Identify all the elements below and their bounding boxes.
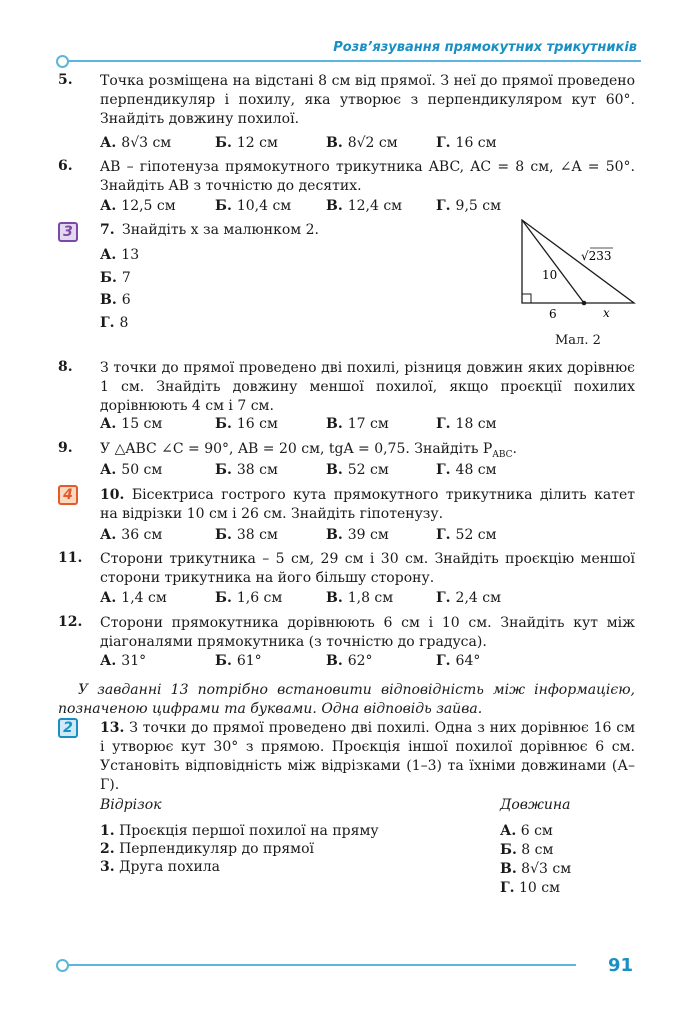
problem-10-options bbox=[100, 527, 497, 543]
segment-item: 1. Проєкція першої похилої на пряму bbox=[100, 823, 379, 839]
problem-7-options bbox=[100, 244, 139, 334]
problem-5-text: Точка розміщена на відстані 8 см від прямої. З неї до прямої проведено перпендикуляр і похилу, яка утворює з перпендикуляром кут 60°. Знайдіть довжину похилої. bbox=[100, 73, 635, 127]
option-c[interactable]: В. 12,4 см bbox=[326, 198, 403, 214]
option-c[interactable]: В. 17 см bbox=[326, 416, 389, 432]
difficulty-badge-3: 3 bbox=[58, 222, 78, 242]
length-item: Г. 10 см bbox=[500, 880, 560, 896]
problem-12-options bbox=[100, 653, 480, 669]
problem-6-options bbox=[100, 198, 501, 214]
option-c[interactable]: В. 52 см bbox=[326, 462, 389, 478]
label-x: x bbox=[603, 306, 610, 320]
option-b[interactable]: Б. 7 bbox=[100, 269, 131, 286]
length-item: Б. 8 см bbox=[500, 842, 554, 858]
problem-11-number: 11. bbox=[58, 550, 83, 566]
inner-segment bbox=[522, 220, 584, 303]
option-a[interactable]: А. 36 см bbox=[100, 527, 163, 543]
option-b[interactable]: Б. 38 см bbox=[215, 527, 278, 543]
figure-2-triangle bbox=[505, 215, 645, 325]
problem-9-number: 9. bbox=[58, 440, 73, 456]
footer-rule-ring bbox=[56, 959, 69, 972]
problem-13-text: 13. З точки до прямої проведено дві похилі. Одна з них дорівнює 16 см і утворює кут 30° з прямою. Проєкція іншої похилої дорівнює 6 см. Установіть відповідність між відрізками (1–3) та їхніми довжинами (А–Г). bbox=[100, 720, 635, 793]
option-a[interactable]: А. 12,5 см bbox=[100, 198, 176, 214]
segment-column-title: Відрізок bbox=[100, 797, 162, 813]
problem-12-number: 12. bbox=[58, 614, 83, 630]
option-a[interactable]: А. 13 bbox=[100, 247, 140, 263]
option-b[interactable]: Б. 38 см bbox=[215, 462, 278, 478]
problem-7-number: 7. bbox=[100, 222, 115, 238]
option-d[interactable]: Г. 64° bbox=[436, 653, 481, 669]
label-base: 6 bbox=[549, 307, 557, 321]
label-hyp: √233 bbox=[581, 249, 612, 263]
header-rule-ring bbox=[56, 55, 69, 68]
length-item: А. 6 см bbox=[500, 823, 553, 839]
problem-11-text: Сторони трикутника – 5 см, 29 см і 30 см. Знайдіть проєкцію меншої сторони трикутника на його більшу сторону. bbox=[100, 551, 635, 586]
problem-8-options bbox=[100, 416, 497, 432]
problem-5-options bbox=[100, 135, 497, 151]
length-list bbox=[500, 822, 571, 898]
option-c[interactable]: В. 39 см bbox=[326, 527, 389, 543]
problem-6-text: AB – гіпотенуза прямокутного трикутника ABC, AC = 8 см, ∠A = 50°. Знайдіть AB з точністю до десятих. bbox=[100, 159, 635, 194]
option-a[interactable]: А. 31° bbox=[100, 653, 147, 669]
problem-9-options bbox=[100, 462, 497, 478]
problem-11-options bbox=[100, 590, 501, 606]
option-d[interactable]: Г. 8 bbox=[100, 314, 129, 331]
segment-item: 2. Перпендикуляр до прямої bbox=[100, 841, 314, 857]
option-d[interactable]: Г. 18 см bbox=[436, 416, 497, 432]
footer-rule bbox=[66, 964, 576, 966]
option-a[interactable]: А. 1,4 см bbox=[100, 590, 167, 606]
option-c[interactable]: В. 62° bbox=[326, 653, 373, 669]
option-a[interactable]: А. 15 см bbox=[100, 416, 163, 432]
problem-8-text: З точки до прямої проведено дві похилі, різниця довжин яких дорівнює 1 см. Знайдіть довжину меншої похилої, якщо проєкції похилих дорівнюють 4 см і 7 см. bbox=[100, 360, 635, 414]
difficulty-badge-4: 4 bbox=[58, 485, 78, 505]
option-b[interactable]: Б. 1,6 см bbox=[215, 590, 283, 606]
difficulty-badge-2: 2 bbox=[58, 718, 78, 738]
figure-2-caption: Мал. 2 bbox=[555, 333, 601, 348]
option-d[interactable]: Г. 2,4 см bbox=[436, 590, 501, 606]
option-d[interactable]: Г. 16 см bbox=[436, 135, 497, 151]
problem-6-number: 6. bbox=[58, 158, 73, 174]
option-a[interactable]: А. 50 см bbox=[100, 462, 163, 478]
option-b[interactable]: Б. 10,4 см bbox=[215, 198, 292, 214]
problem-7-text: Знайдіть x за малюнком 2. bbox=[122, 222, 319, 238]
header-rule bbox=[66, 60, 641, 62]
length-item: В. 8√3 см bbox=[500, 861, 572, 877]
problem-12-text: Сторони прямокутника дорівнюють 6 см і 10 см. Знайдіть кут між діагоналями прямокутника (з точністю до градуса). bbox=[100, 615, 635, 650]
label-inner: 10 bbox=[542, 268, 558, 282]
option-d[interactable]: Г. 52 см bbox=[436, 527, 497, 543]
length-column-title: Довжина bbox=[500, 797, 571, 813]
section-title: Розв’язування прямокутних трикутників bbox=[333, 40, 637, 55]
option-b[interactable]: Б. 61° bbox=[215, 653, 262, 669]
problem-9-text: У △ABC ∠C = 90°, AB = 20 см, tgA = 0,75. Знайдіть $P_{ABC}$. bbox=[100, 441, 517, 460]
option-a[interactable]: А. 8√3 см bbox=[100, 135, 172, 151]
matching-instruction: У завданні 13 потрібно встановити відповідність між інформацією, позначеною цифрами та буквами. Одна відповідь зайва. bbox=[58, 682, 635, 717]
option-c[interactable]: В. 1,8 см bbox=[326, 590, 394, 606]
segment-list bbox=[100, 822, 379, 876]
problem-5-number: 5. bbox=[58, 72, 73, 88]
right-angle-mark bbox=[522, 294, 531, 303]
option-c[interactable]: В. 8√2 см bbox=[326, 135, 398, 151]
option-c[interactable]: В. 6 bbox=[100, 292, 131, 308]
option-d[interactable]: Г. 9,5 см bbox=[436, 198, 501, 214]
option-b[interactable]: Б. 16 см bbox=[215, 416, 278, 432]
problem-10-text: 10. Бісектриса гострого кута прямокутного трикутника ділить катет на відрізки 10 см і 26 см. Знайдіть гіпотенузу. bbox=[100, 487, 635, 522]
page-number: 91 bbox=[607, 955, 633, 976]
option-d[interactable]: Г. 48 см bbox=[436, 462, 497, 478]
problem-8-number: 8. bbox=[58, 359, 73, 375]
inner-point bbox=[582, 301, 587, 306]
option-b[interactable]: Б. 12 см bbox=[215, 135, 278, 151]
segment-item: 3. Друга похила bbox=[100, 859, 221, 875]
triangle-outline bbox=[522, 220, 634, 303]
